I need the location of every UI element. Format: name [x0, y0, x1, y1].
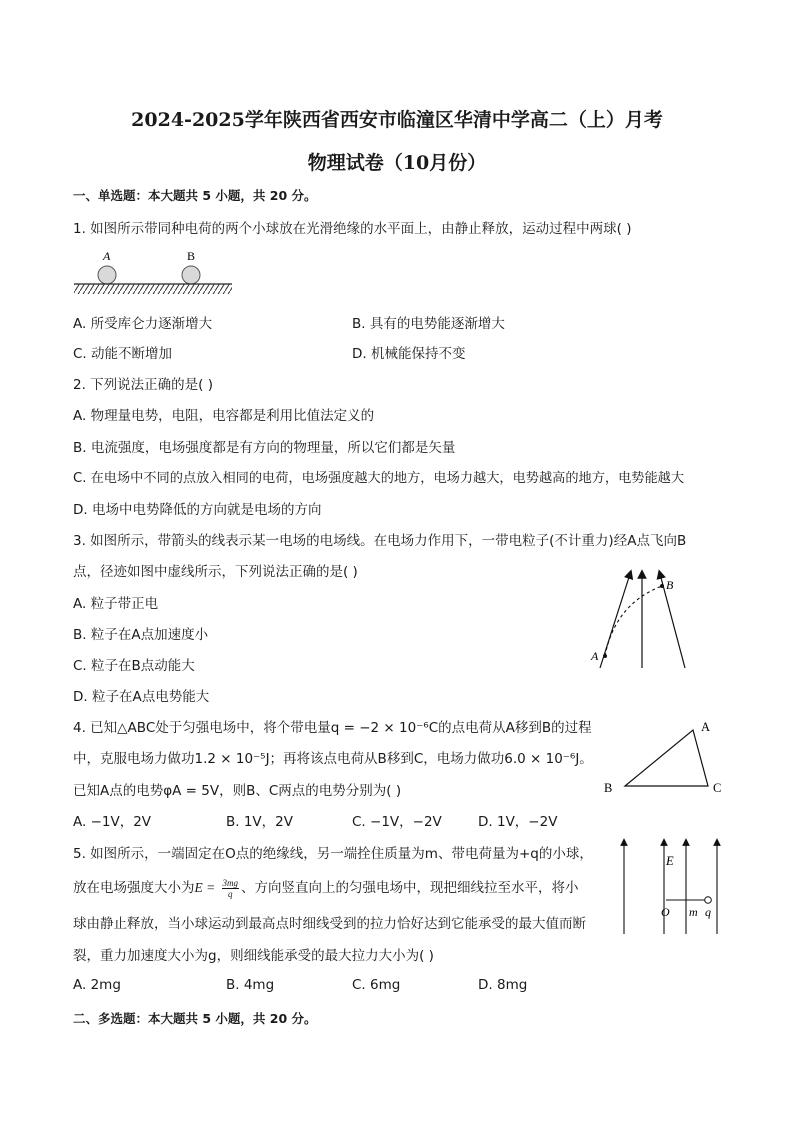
q5-option-b: B. 4mg — [226, 977, 275, 993]
q5-ball — [705, 897, 712, 904]
q1-option-d: D. 机械能保持不变 — [352, 346, 466, 362]
q3-option-d: D. 粒子在A点电势能大 — [73, 689, 210, 705]
q5-line2 — [73, 876, 579, 899]
q5-line2-text-a: 放在电场强度大小为 — [73, 880, 195, 896]
q3-particle-path — [605, 586, 662, 656]
q4-line3: 已知A点的电势φA = 5V，则B、C两点的电势分别为( ) — [73, 783, 402, 799]
q3-figure — [585, 568, 695, 672]
q5-figure — [612, 836, 730, 938]
q3-stem-line2: 点，径迹如图中虚线所示，下列说法正确的是( ) — [73, 564, 358, 580]
q4-triangle-figure — [598, 716, 730, 800]
q5-fraction-den: q — [228, 888, 233, 899]
q5-line2-text-b: 、方向竖直向上的匀强电场中，现把细线拉至水平，将小 — [241, 880, 579, 896]
q2-option-d: D. 电场中电势降低的方向就是电场的方向 — [73, 502, 322, 518]
q2-option-a: A. 物理量电势，电阻，电容都是利用比值法定义的 — [73, 408, 375, 424]
q2-option-c: C. 在电场中不同的点放入相同的电荷，电场强度越大的地方，电场力越大，电势越高的地方，电势能越大 — [73, 471, 685, 486]
q3-option-a: A. 粒子带正电 — [73, 596, 159, 612]
exam-title-line2: 物理试卷（10月份） — [307, 152, 487, 174]
q2-stem: 2. 下列说法正确的是( ) — [73, 377, 213, 393]
q4-label-b: B — [604, 781, 613, 795]
q1-stem: 1. 如图所示带同种电荷的两个小球放在光滑绝缘的水平面上，由静止释放，运动过程中两球( ) — [73, 221, 632, 237]
q5-label-m: m — [689, 905, 698, 919]
q3-point-a — [603, 654, 607, 658]
q3-point-b — [660, 584, 664, 588]
q4-label-a: A — [701, 720, 711, 734]
q4-option-c: C. −1V，−2V — [352, 814, 442, 830]
q5-fraction-num: 3mg — [222, 877, 239, 888]
q1-option-b: B. 具有的电势能逐渐增大 — [352, 316, 505, 332]
q4-label-c: C — [713, 781, 722, 795]
exam-title-line1: 2024-2025学年陕西省西安市临潼区华清中学高二（上）月考 — [131, 109, 663, 131]
q5-line4: 裂，重力加速度大小为g，则细线能承受的最大拉力大小为( ) — [73, 948, 434, 964]
q5-option-d: D. 8mg — [478, 977, 528, 993]
q5-label-e: E — [666, 854, 674, 868]
q5-label-q: q — [705, 905, 711, 919]
q3-option-c: C. 粒子在B点动能大 — [73, 658, 195, 674]
q1-option-a: A. 所受库仑力逐渐增大 — [73, 316, 213, 332]
q4-line1: 4. 已知△ABC处于匀强电场中，将个带电量q = −2 × 10⁻⁶C的点电荷从A移到B的过程 — [73, 720, 592, 736]
q5-option-c: C. 6mg — [352, 977, 401, 993]
q3-option-b: B. 粒子在A点加速度小 — [73, 627, 209, 643]
q4-option-b: B. 1V，2V — [226, 814, 293, 830]
section-heading-single-choice: 一、单选题：本大题共 5 小题，共 20 分。 — [73, 188, 317, 203]
q5-line1: 5. 如图所示，一端固定在O点的绝缘线，另一端拴住质量为m、带电荷量为+q的小球， — [73, 846, 593, 862]
q1-label-b: B — [187, 249, 196, 263]
q3-label-a: A — [591, 649, 599, 663]
q4-triangle — [625, 730, 708, 786]
q5-fraction — [222, 878, 240, 899]
section-heading-multiple-choice: 二、多选题：本大题共 5 小题，共 20 分。 — [73, 1011, 317, 1026]
q1-ball-b — [182, 266, 200, 284]
q5-label-o: O — [661, 905, 670, 919]
q5-line3: 球由静止释放，当小球运动到最高点时细线受到的拉力恰好达到它能承受的最大值而断 — [73, 916, 586, 932]
q5-option-a: A. 2mg — [73, 977, 121, 993]
q3-label-b: B — [666, 578, 674, 592]
q5-formula-e: E = — [194, 880, 216, 895]
q1-option-c: C. 动能不断增加 — [73, 346, 173, 362]
q3-stem-line1: 3. 如图所示，带箭头的线表示某一电场的电场线。在电场力作用下，一带电粒子(不计重力)经A点飞向B — [73, 533, 687, 549]
q3-field-line-left — [600, 574, 630, 668]
q1-ground-hatch — [74, 284, 232, 294]
q1-figure — [70, 243, 240, 299]
q1-label-a: A — [103, 249, 111, 263]
q4-option-a: A. −1V，2V — [73, 814, 152, 830]
q4-option-d: D. 1V，−2V — [478, 814, 558, 830]
q4-line2: 中，克服电场力做功1.2 × 10⁻⁵J；再将该点电荷从B移到C，电场力做功6.0 × 10⁻⁶J。 — [73, 751, 593, 767]
q2-option-b: B. 电流强度，电场强度都是有方向的物理量，所以它们都是矢量 — [73, 440, 456, 456]
q1-ball-a — [98, 266, 116, 284]
